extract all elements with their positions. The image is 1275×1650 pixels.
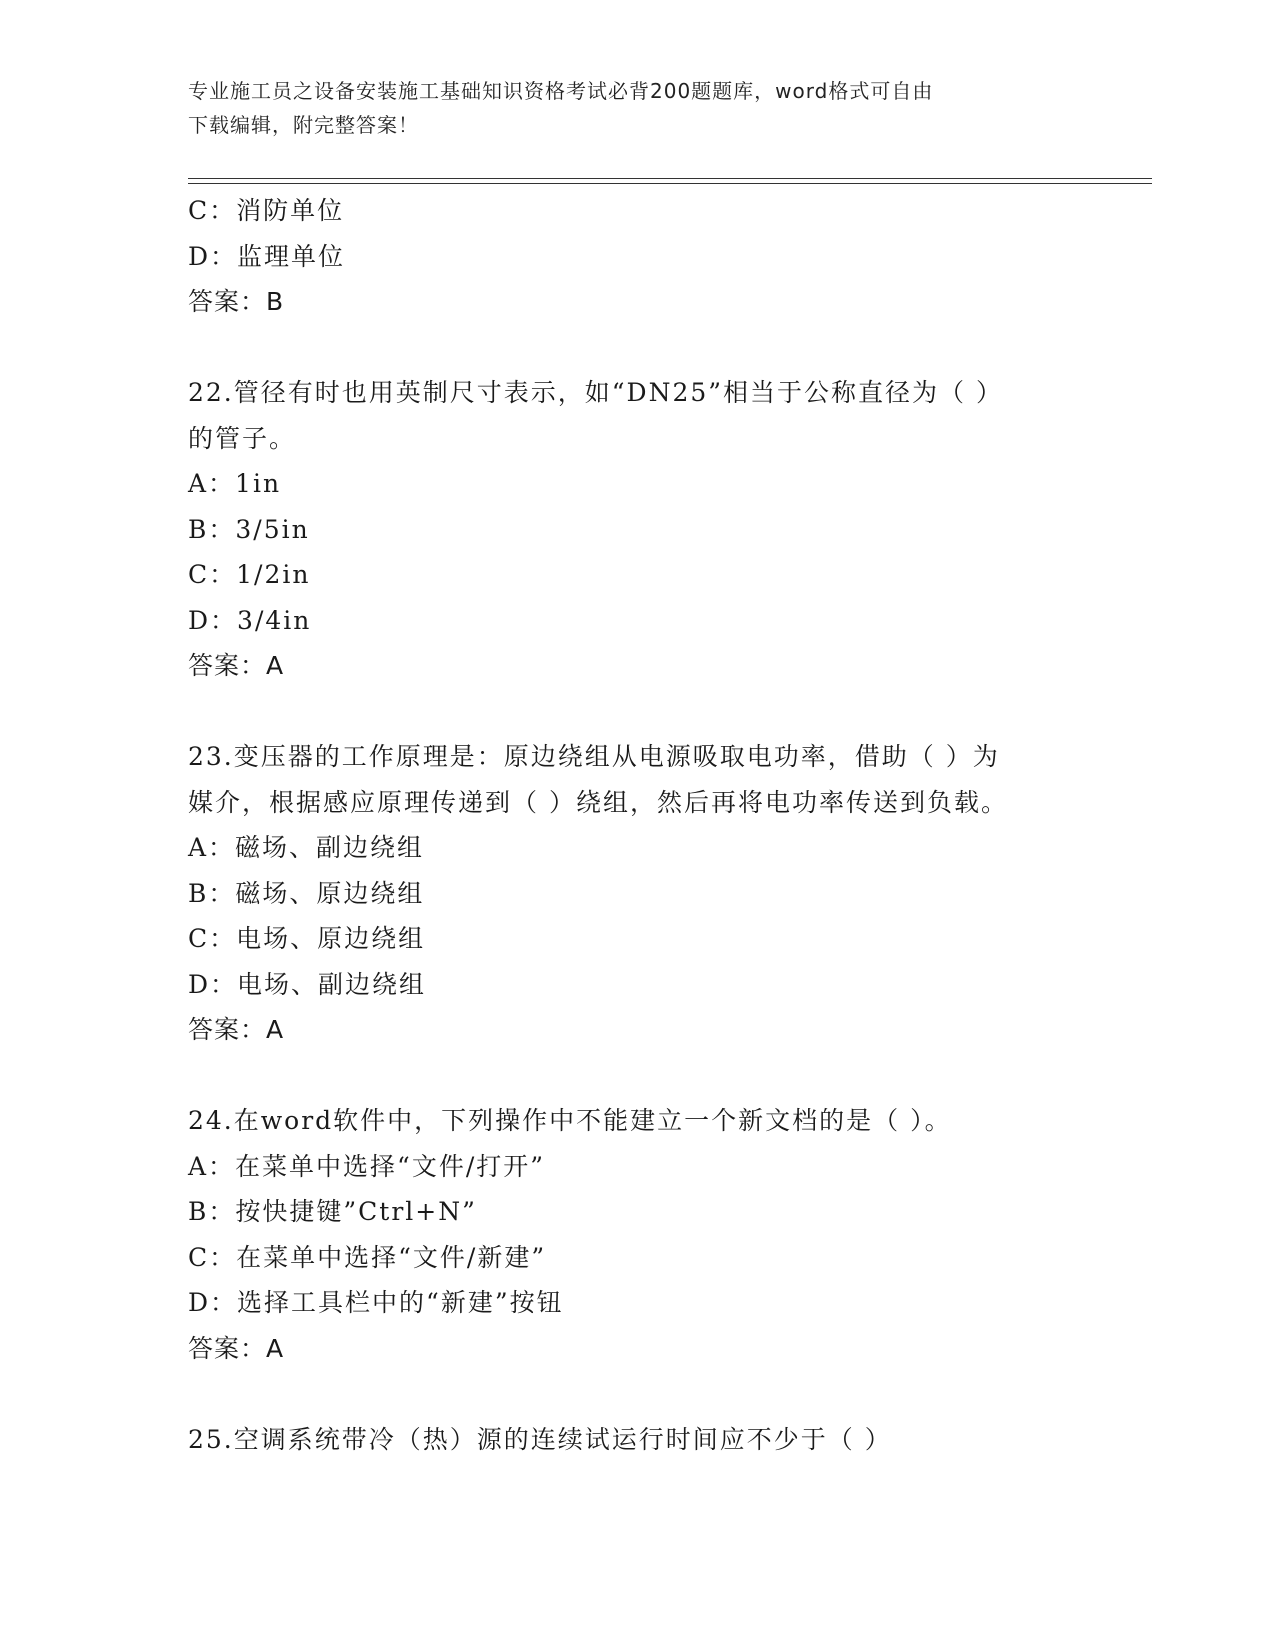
document-body [188, 188, 1088, 1462]
option-d: D：3/4in [188, 605, 312, 635]
option-b: B：按快捷键”Ctrl+N” [188, 1197, 477, 1226]
spacer [188, 1371, 1088, 1417]
option-a: A：1in [188, 469, 282, 498]
spacer [188, 325, 1088, 371]
option-a: A：磁场、副边绕组 [188, 833, 425, 862]
question-stem: 23.变压器的工作原理是：原边绕组从电源吸取电功率，借助（ ）为 [188, 742, 1000, 771]
question-21 [188, 188, 1088, 325]
option-d: D：监理单位 [188, 241, 346, 271]
question-23 [188, 734, 1088, 1053]
header-divider-top [188, 178, 1152, 179]
option-d: D：选择工具栏中的“新建”按钮 [188, 1288, 564, 1317]
answer: 答案：A [188, 651, 285, 680]
question-stem: 25.空调系统带冷（热）源的连续试运行时间应不少于（ ） [188, 1424, 892, 1454]
header-line-1: 专业施工员之设备安装施工基础知识资格考试必背200题题库，word格式可自由 [188, 79, 934, 103]
option-d: D：电场、副边绕组 [188, 969, 427, 999]
option-c: C：电场、原边绕组 [188, 924, 426, 953]
question-stem-continued: 的管子。 [188, 423, 297, 453]
option-c: C：在菜单中选择“文件/新建” [188, 1242, 547, 1272]
header-divider-bottom [188, 183, 1152, 184]
option-b: B：3/5in [188, 514, 310, 544]
answer: 答案：A [188, 1015, 285, 1044]
question-22 [188, 370, 1088, 689]
header-line-2: 下载编辑，附完整答案！ [188, 113, 419, 137]
answer: 答案：B [188, 287, 285, 316]
option-b: B：磁场、原边绕组 [188, 878, 425, 908]
spacer [188, 689, 1088, 735]
question-stem-continued: 媒介，根据感应原理传递到（ ）绕组，然后再将电功率传送到负载。 [188, 787, 1008, 817]
document-header [188, 74, 1068, 142]
spacer [188, 1053, 1088, 1099]
question-stem: 24.在word软件中，下列操作中不能建立一个新文档的是（ ）。 [188, 1106, 952, 1135]
option-a: A：在菜单中选择“文件/打开” [188, 1151, 546, 1181]
question-stem: 22.管径有时也用英制尺寸表示，如“DN25”相当于公称直径为（ ） [188, 378, 1003, 407]
question-24 [188, 1098, 1088, 1371]
option-c: C：消防单位 [188, 196, 345, 225]
answer: 答案：A [188, 1333, 285, 1363]
option-c: C：1/2in [188, 560, 311, 589]
question-25 [188, 1417, 1088, 1463]
